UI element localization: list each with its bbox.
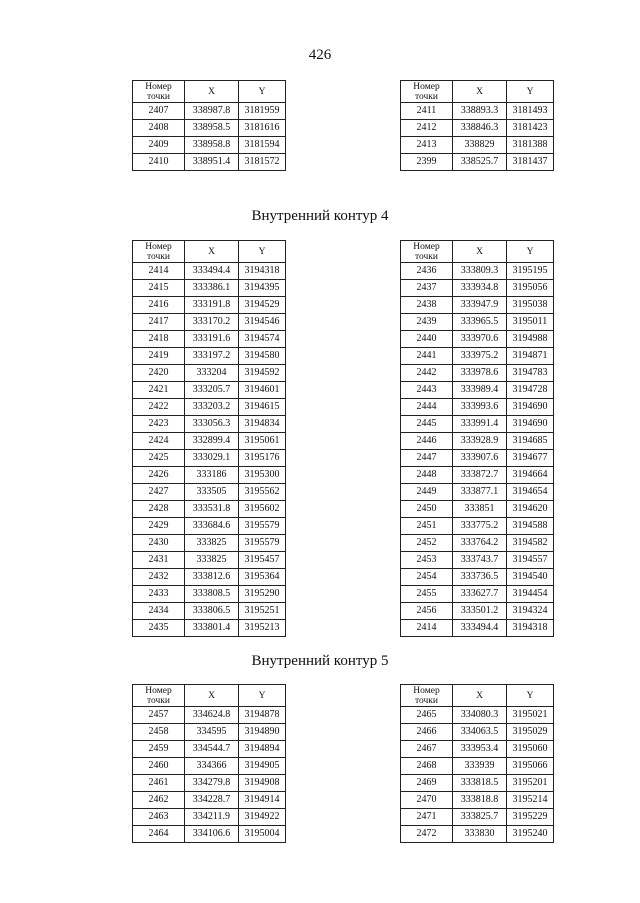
x-coordinate-cell: 334279.8 xyxy=(185,775,239,792)
point-number-cell: 2412 xyxy=(401,120,453,137)
table-row xyxy=(133,467,286,484)
y-coordinate-cell: 3195038 xyxy=(507,297,554,314)
point-number-cell: 2430 xyxy=(133,535,185,552)
x-coordinate-cell: 333205.7 xyxy=(185,382,239,399)
table-row xyxy=(133,758,286,775)
x-coordinate-cell: 338829 xyxy=(453,137,507,154)
y-coordinate-cell: 3181437 xyxy=(507,154,554,171)
x-coordinate-cell: 333501.2 xyxy=(453,603,507,620)
table-row xyxy=(133,518,286,535)
coordinates-table xyxy=(400,684,554,843)
table-row xyxy=(401,416,554,433)
x-coordinate-cell: 333191.8 xyxy=(185,297,239,314)
y-coordinate-cell: 3194677 xyxy=(507,450,554,467)
x-coordinate-cell: 333953.4 xyxy=(453,741,507,758)
y-coordinate-cell: 3195457 xyxy=(239,552,286,569)
point-number-cell: 2441 xyxy=(401,348,453,365)
table-row xyxy=(401,263,554,280)
point-number-cell: 2463 xyxy=(133,809,185,826)
point-number-cell: 2417 xyxy=(133,314,185,331)
point-number-cell: 2437 xyxy=(401,280,453,297)
table-row xyxy=(133,707,286,724)
table-row xyxy=(133,103,286,120)
point-number-cell: 2468 xyxy=(401,758,453,775)
table-row xyxy=(133,297,286,314)
point-number-cell: 2445 xyxy=(401,416,453,433)
coordinates-table xyxy=(132,240,286,637)
point-number-cell: 2399 xyxy=(401,154,453,171)
point-number-cell: 2451 xyxy=(401,518,453,535)
y-coordinate-cell: 3194529 xyxy=(239,297,286,314)
x-coordinate-cell: 338846.3 xyxy=(453,120,507,137)
x-coordinate-cell: 338525.7 xyxy=(453,154,507,171)
y-coordinate-cell: 3194728 xyxy=(507,382,554,399)
point-number-cell: 2459 xyxy=(133,741,185,758)
y-coordinate-cell: 3194324 xyxy=(507,603,554,620)
table-row xyxy=(133,792,286,809)
x-coordinate-cell: 333736.5 xyxy=(453,569,507,586)
point-number-cell: 2443 xyxy=(401,382,453,399)
x-coordinate-cell: 333743.7 xyxy=(453,552,507,569)
table-row xyxy=(401,586,554,603)
y-coordinate-cell: 3194690 xyxy=(507,399,554,416)
table-row xyxy=(133,569,286,586)
x-coordinate-cell: 333808.5 xyxy=(185,586,239,603)
table-row xyxy=(133,365,286,382)
y-coordinate-cell: 3194615 xyxy=(239,399,286,416)
y-coordinate-cell: 3194540 xyxy=(507,569,554,586)
table-row xyxy=(133,154,286,171)
y-coordinate-cell: 3195029 xyxy=(507,724,554,741)
table-row xyxy=(133,263,286,280)
y-coordinate-cell: 3194914 xyxy=(239,792,286,809)
x-coordinate-cell: 334228.7 xyxy=(185,792,239,809)
table-row xyxy=(401,569,554,586)
point-number-cell: 2457 xyxy=(133,707,185,724)
y-coordinate-cell: 3194574 xyxy=(239,331,286,348)
point-number-cell: 2409 xyxy=(133,137,185,154)
table-row xyxy=(133,620,286,637)
point-number-cell: 2439 xyxy=(401,314,453,331)
point-number-cell: 2414 xyxy=(133,263,185,280)
coordinates-table xyxy=(132,80,286,171)
table-row xyxy=(401,620,554,637)
x-coordinate-cell: 333627.7 xyxy=(453,586,507,603)
x-coordinate-cell: 334063.5 xyxy=(453,724,507,741)
column-header-point-number: Номер точки xyxy=(133,81,185,103)
point-number-cell: 2471 xyxy=(401,809,453,826)
y-coordinate-cell: 3194318 xyxy=(239,263,286,280)
x-coordinate-cell: 333965.5 xyxy=(453,314,507,331)
x-coordinate-cell: 338958.8 xyxy=(185,137,239,154)
table-row xyxy=(401,103,554,120)
table-row xyxy=(133,809,286,826)
point-number-cell: 2466 xyxy=(401,724,453,741)
x-coordinate-cell: 338987.8 xyxy=(185,103,239,120)
y-coordinate-cell: 3194685 xyxy=(507,433,554,450)
table-row xyxy=(133,137,286,154)
y-coordinate-cell: 3195213 xyxy=(239,620,286,637)
table-row xyxy=(401,724,554,741)
y-coordinate-cell: 3181493 xyxy=(507,103,554,120)
y-coordinate-cell: 3195060 xyxy=(507,741,554,758)
column-header-point-number: Номер точки xyxy=(133,685,185,707)
y-coordinate-cell: 3195364 xyxy=(239,569,286,586)
y-coordinate-cell: 3194582 xyxy=(507,535,554,552)
y-coordinate-cell: 3195066 xyxy=(507,758,554,775)
x-coordinate-cell: 333928.9 xyxy=(453,433,507,450)
table-row xyxy=(401,826,554,843)
table-row xyxy=(133,552,286,569)
table-row xyxy=(401,484,554,501)
section-title-contour-5: Внутренний контур 5 xyxy=(251,653,389,669)
y-coordinate-cell: 3194908 xyxy=(239,775,286,792)
column-header-point-number: Номер точки xyxy=(401,241,453,263)
point-number-cell: 2467 xyxy=(401,741,453,758)
x-coordinate-cell: 333812.6 xyxy=(185,569,239,586)
y-coordinate-cell: 3194894 xyxy=(239,741,286,758)
y-coordinate-cell: 3195290 xyxy=(239,586,286,603)
column-header-y: Y xyxy=(507,81,554,103)
y-coordinate-cell: 3181572 xyxy=(239,154,286,171)
y-coordinate-cell: 3195579 xyxy=(239,535,286,552)
page-number: 426 xyxy=(308,47,332,63)
point-number-cell: 2456 xyxy=(401,603,453,620)
table-row xyxy=(133,382,286,399)
point-number-cell: 2410 xyxy=(133,154,185,171)
column-header-x: X xyxy=(185,81,239,103)
x-coordinate-cell: 333825 xyxy=(185,552,239,569)
point-number-cell: 2433 xyxy=(133,586,185,603)
table-row xyxy=(401,365,554,382)
column-header-y: Y xyxy=(239,81,286,103)
table-row xyxy=(133,535,286,552)
table-row xyxy=(401,501,554,518)
x-coordinate-cell: 333684.6 xyxy=(185,518,239,535)
table-row xyxy=(133,775,286,792)
point-number-cell: 2428 xyxy=(133,501,185,518)
table-row xyxy=(401,809,554,826)
y-coordinate-cell: 3195021 xyxy=(507,707,554,724)
x-coordinate-cell: 333029.1 xyxy=(185,450,239,467)
y-coordinate-cell: 3195562 xyxy=(239,484,286,501)
point-number-cell: 2423 xyxy=(133,416,185,433)
column-header-x: X xyxy=(453,685,507,707)
y-coordinate-cell: 3195240 xyxy=(507,826,554,843)
x-coordinate-cell: 334106.6 xyxy=(185,826,239,843)
table-row xyxy=(401,348,554,365)
column-header-x: X xyxy=(453,81,507,103)
x-coordinate-cell: 333801.4 xyxy=(185,620,239,637)
point-number-cell: 2455 xyxy=(401,586,453,603)
x-coordinate-cell: 333993.6 xyxy=(453,399,507,416)
x-coordinate-cell: 333851 xyxy=(453,501,507,518)
y-coordinate-cell: 3194783 xyxy=(507,365,554,382)
point-number-cell: 2462 xyxy=(133,792,185,809)
x-coordinate-cell: 334211.9 xyxy=(185,809,239,826)
point-number-cell: 2408 xyxy=(133,120,185,137)
table-row xyxy=(133,484,286,501)
column-header-point-number: Номер точки xyxy=(133,241,185,263)
table-row xyxy=(401,741,554,758)
y-coordinate-cell: 3195229 xyxy=(507,809,554,826)
y-coordinate-cell: 3195176 xyxy=(239,450,286,467)
point-number-cell: 2429 xyxy=(133,518,185,535)
table-row xyxy=(401,433,554,450)
y-coordinate-cell: 3195011 xyxy=(507,314,554,331)
y-coordinate-cell: 3194580 xyxy=(239,348,286,365)
y-coordinate-cell: 3194890 xyxy=(239,724,286,741)
table-row xyxy=(133,280,286,297)
column-header-y: Y xyxy=(507,685,554,707)
x-coordinate-cell: 338958.5 xyxy=(185,120,239,137)
section-title-contour-4: Внутренний контур 4 xyxy=(251,208,389,224)
point-number-cell: 2449 xyxy=(401,484,453,501)
table-row xyxy=(133,120,286,137)
table-row xyxy=(401,399,554,416)
point-number-cell: 2440 xyxy=(401,331,453,348)
x-coordinate-cell: 333531.8 xyxy=(185,501,239,518)
point-number-cell: 2454 xyxy=(401,569,453,586)
table-row xyxy=(133,826,286,843)
y-coordinate-cell: 3195061 xyxy=(239,433,286,450)
x-coordinate-cell: 333764.2 xyxy=(453,535,507,552)
point-number-cell: 2464 xyxy=(133,826,185,843)
y-coordinate-cell: 3195195 xyxy=(507,263,554,280)
x-coordinate-cell: 333203.2 xyxy=(185,399,239,416)
table-row xyxy=(401,314,554,331)
point-number-cell: 2448 xyxy=(401,467,453,484)
x-coordinate-cell: 333991.4 xyxy=(453,416,507,433)
column-header-x: X xyxy=(453,241,507,263)
x-coordinate-cell: 334366 xyxy=(185,758,239,775)
y-coordinate-cell: 3194546 xyxy=(239,314,286,331)
y-coordinate-cell: 3195579 xyxy=(239,518,286,535)
y-coordinate-cell: 3194318 xyxy=(507,620,554,637)
column-header-point-number: Номер точки xyxy=(401,685,453,707)
y-coordinate-cell: 3181959 xyxy=(239,103,286,120)
column-header-point-number: Номер точки xyxy=(401,81,453,103)
point-number-cell: 2453 xyxy=(401,552,453,569)
x-coordinate-cell: 333818.8 xyxy=(453,792,507,809)
y-coordinate-cell: 3194878 xyxy=(239,707,286,724)
table-row xyxy=(133,348,286,365)
point-number-cell: 2450 xyxy=(401,501,453,518)
point-number-cell: 2432 xyxy=(133,569,185,586)
table-row xyxy=(133,450,286,467)
point-number-cell: 2411 xyxy=(401,103,453,120)
x-coordinate-cell: 333494.4 xyxy=(185,263,239,280)
x-coordinate-cell: 333186 xyxy=(185,467,239,484)
table-row xyxy=(133,416,286,433)
x-coordinate-cell: 333197.2 xyxy=(185,348,239,365)
x-coordinate-cell: 333825.7 xyxy=(453,809,507,826)
x-coordinate-cell: 338951.4 xyxy=(185,154,239,171)
x-coordinate-cell: 333204 xyxy=(185,365,239,382)
table-row xyxy=(133,399,286,416)
y-coordinate-cell: 3195004 xyxy=(239,826,286,843)
table-row xyxy=(133,314,286,331)
point-number-cell: 2407 xyxy=(133,103,185,120)
x-coordinate-cell: 334624.8 xyxy=(185,707,239,724)
table-row xyxy=(401,535,554,552)
y-coordinate-cell: 3194557 xyxy=(507,552,554,569)
x-coordinate-cell: 333877.1 xyxy=(453,484,507,501)
x-coordinate-cell: 333978.6 xyxy=(453,365,507,382)
point-number-cell: 2414 xyxy=(401,620,453,637)
table-row xyxy=(401,297,554,314)
y-coordinate-cell: 3195300 xyxy=(239,467,286,484)
table-row xyxy=(133,433,286,450)
y-coordinate-cell: 3194988 xyxy=(507,331,554,348)
y-coordinate-cell: 3181423 xyxy=(507,120,554,137)
table-row xyxy=(133,603,286,620)
column-header-y: Y xyxy=(507,241,554,263)
x-coordinate-cell: 332899.4 xyxy=(185,433,239,450)
y-coordinate-cell: 3195201 xyxy=(507,775,554,792)
point-number-cell: 2469 xyxy=(401,775,453,792)
column-header-x: X xyxy=(185,241,239,263)
y-coordinate-cell: 3194601 xyxy=(239,382,286,399)
table-row xyxy=(133,741,286,758)
x-coordinate-cell: 333825 xyxy=(185,535,239,552)
table-row xyxy=(133,501,286,518)
point-number-cell: 2422 xyxy=(133,399,185,416)
y-coordinate-cell: 3194654 xyxy=(507,484,554,501)
table-row xyxy=(401,382,554,399)
coordinates-table xyxy=(400,80,554,171)
x-coordinate-cell: 333170.2 xyxy=(185,314,239,331)
y-coordinate-cell: 3194871 xyxy=(507,348,554,365)
point-number-cell: 2418 xyxy=(133,331,185,348)
x-coordinate-cell: 333989.4 xyxy=(453,382,507,399)
x-coordinate-cell: 333191.6 xyxy=(185,331,239,348)
table-row xyxy=(401,792,554,809)
point-number-cell: 2424 xyxy=(133,433,185,450)
y-coordinate-cell: 3195602 xyxy=(239,501,286,518)
point-number-cell: 2415 xyxy=(133,280,185,297)
x-coordinate-cell: 333939 xyxy=(453,758,507,775)
y-coordinate-cell: 3194690 xyxy=(507,416,554,433)
y-coordinate-cell: 3195056 xyxy=(507,280,554,297)
x-coordinate-cell: 333947.9 xyxy=(453,297,507,314)
x-coordinate-cell: 334080.3 xyxy=(453,707,507,724)
point-number-cell: 2413 xyxy=(401,137,453,154)
y-coordinate-cell: 3194454 xyxy=(507,586,554,603)
point-number-cell: 2447 xyxy=(401,450,453,467)
table-row xyxy=(133,724,286,741)
point-number-cell: 2438 xyxy=(401,297,453,314)
coordinates-table xyxy=(400,240,554,637)
point-number-cell: 2444 xyxy=(401,399,453,416)
x-coordinate-cell: 333806.5 xyxy=(185,603,239,620)
x-coordinate-cell: 334544.7 xyxy=(185,741,239,758)
x-coordinate-cell: 333775.2 xyxy=(453,518,507,535)
y-coordinate-cell: 3194588 xyxy=(507,518,554,535)
point-number-cell: 2460 xyxy=(133,758,185,775)
x-coordinate-cell: 333494.4 xyxy=(453,620,507,637)
x-coordinate-cell: 333907.6 xyxy=(453,450,507,467)
x-coordinate-cell: 333818.5 xyxy=(453,775,507,792)
table-row xyxy=(401,467,554,484)
y-coordinate-cell: 3195214 xyxy=(507,792,554,809)
table-row xyxy=(401,450,554,467)
point-number-cell: 2465 xyxy=(401,707,453,724)
point-number-cell: 2420 xyxy=(133,365,185,382)
table-row xyxy=(401,137,554,154)
table-row xyxy=(401,707,554,724)
table-row xyxy=(401,603,554,620)
column-header-y: Y xyxy=(239,241,286,263)
y-coordinate-cell: 3194905 xyxy=(239,758,286,775)
table-row xyxy=(401,331,554,348)
point-number-cell: 2421 xyxy=(133,382,185,399)
point-number-cell: 2436 xyxy=(401,263,453,280)
point-number-cell: 2426 xyxy=(133,467,185,484)
y-coordinate-cell: 3181594 xyxy=(239,137,286,154)
y-coordinate-cell: 3194834 xyxy=(239,416,286,433)
table-row xyxy=(401,518,554,535)
y-coordinate-cell: 3181388 xyxy=(507,137,554,154)
table-row xyxy=(133,586,286,603)
point-number-cell: 2461 xyxy=(133,775,185,792)
point-number-cell: 2419 xyxy=(133,348,185,365)
x-coordinate-cell: 333386.1 xyxy=(185,280,239,297)
point-number-cell: 2472 xyxy=(401,826,453,843)
table-row xyxy=(401,758,554,775)
table-row xyxy=(401,154,554,171)
y-coordinate-cell: 3194664 xyxy=(507,467,554,484)
x-coordinate-cell: 333934.8 xyxy=(453,280,507,297)
point-number-cell: 2427 xyxy=(133,484,185,501)
x-coordinate-cell: 334595 xyxy=(185,724,239,741)
table-row xyxy=(401,280,554,297)
table-row xyxy=(401,552,554,569)
x-coordinate-cell: 338893.3 xyxy=(453,103,507,120)
y-coordinate-cell: 3195251 xyxy=(239,603,286,620)
column-header-x: X xyxy=(185,685,239,707)
y-coordinate-cell: 3194922 xyxy=(239,809,286,826)
table-row xyxy=(401,775,554,792)
column-header-y: Y xyxy=(239,685,286,707)
x-coordinate-cell: 333809.3 xyxy=(453,263,507,280)
point-number-cell: 2458 xyxy=(133,724,185,741)
y-coordinate-cell: 3194592 xyxy=(239,365,286,382)
x-coordinate-cell: 333970.6 xyxy=(453,331,507,348)
point-number-cell: 2470 xyxy=(401,792,453,809)
x-coordinate-cell: 333056.3 xyxy=(185,416,239,433)
point-number-cell: 2431 xyxy=(133,552,185,569)
point-number-cell: 2442 xyxy=(401,365,453,382)
point-number-cell: 2446 xyxy=(401,433,453,450)
x-coordinate-cell: 333975.2 xyxy=(453,348,507,365)
x-coordinate-cell: 333872.7 xyxy=(453,467,507,484)
point-number-cell: 2425 xyxy=(133,450,185,467)
table-row xyxy=(133,331,286,348)
point-number-cell: 2435 xyxy=(133,620,185,637)
y-coordinate-cell: 3181616 xyxy=(239,120,286,137)
point-number-cell: 2452 xyxy=(401,535,453,552)
point-number-cell: 2434 xyxy=(133,603,185,620)
point-number-cell: 2416 xyxy=(133,297,185,314)
y-coordinate-cell: 3194395 xyxy=(239,280,286,297)
x-coordinate-cell: 333830 xyxy=(453,826,507,843)
y-coordinate-cell: 3194620 xyxy=(507,501,554,518)
coordinates-table xyxy=(132,684,286,843)
x-coordinate-cell: 333505 xyxy=(185,484,239,501)
table-row xyxy=(401,120,554,137)
